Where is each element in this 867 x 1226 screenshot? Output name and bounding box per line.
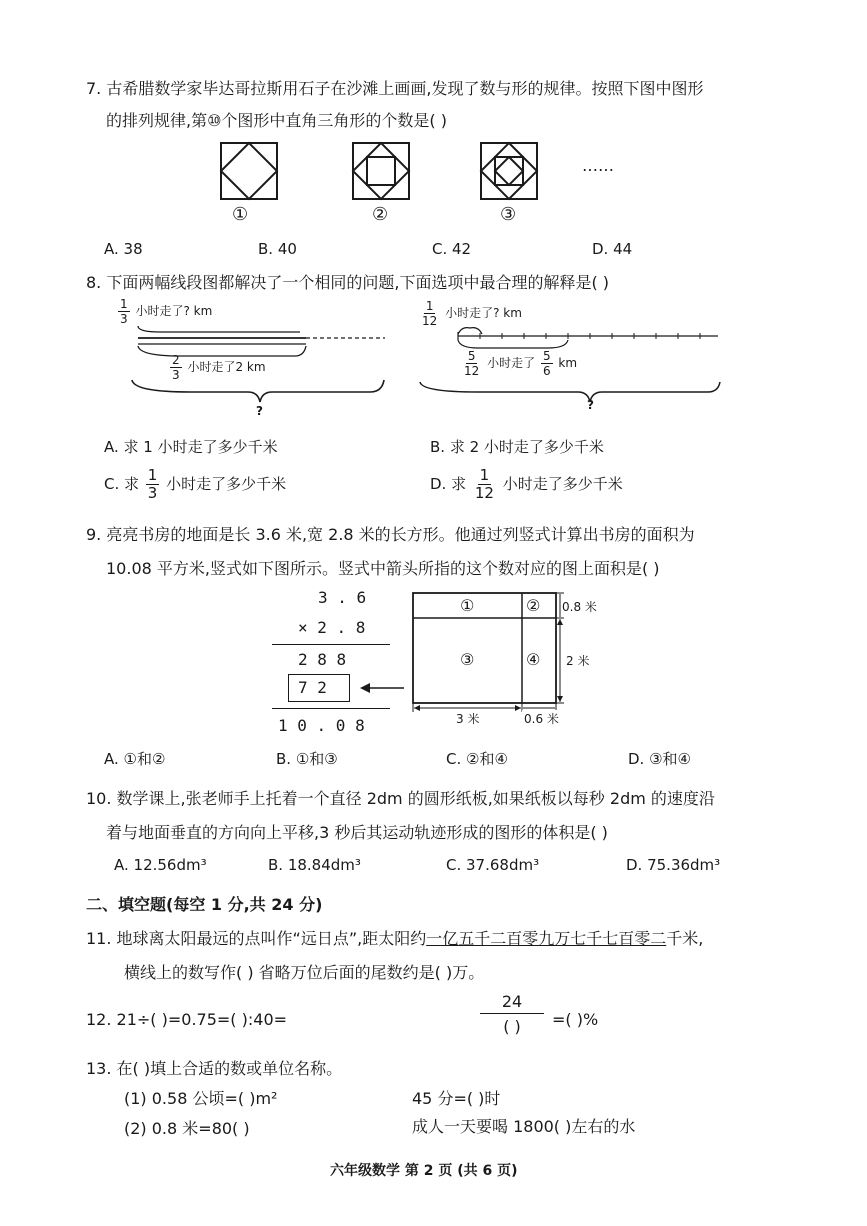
q9-calc-row3: 2 8 8 [298,650,347,669]
q7-figure-3 [480,142,538,200]
q7-line2: 的排列规律,第⑩个图形中直角三角形的个数是( ) [106,111,448,130]
q11-line1-post: 千米, [666,929,704,948]
q8-option-c-den: 3 [147,484,158,502]
q8-right-top-text: 小时走了? km [445,306,522,320]
q7-label-1: ① [232,204,249,225]
q9-region-1: ① [460,596,475,615]
q9-option-b: B. ①和③ [276,750,338,768]
q8-left-top-text: 小时走了? km [135,304,213,318]
q12-fraction [480,992,544,1036]
q8-line1: 8. 下面两幅线段图都解决了一个相同的问题,下面选项中最合理的解释是( ) [86,273,610,292]
q7-option-a: A. 38 [104,240,143,258]
q9-dim-top-right: 0.8 米 [562,600,597,614]
q8-left-bottom-num: 2 [172,353,180,367]
q10-line1: 10. 数学课上,张老师手上托着一个直径 2dm 的圆形纸板,如果纸板以每秒 2dm 的速度沿 [86,789,715,808]
q8-option-c-post: 小时走了多少千米 [166,475,287,493]
q7-ellipsis: …… [582,156,614,175]
q8-right-bottom-unit: km [558,356,578,370]
q8-right-bottom-den: 12 [464,364,480,378]
q9-calc-row2: × 2 . 8 [298,618,366,637]
q9-line2: 10.08 平方米,竖式如下图所示。竖式中箭头所指的这个数对应的图上面积是( ) [106,559,660,578]
q7-figure-2 [352,142,410,200]
q9-option-c: C. ②和④ [446,750,508,768]
q11-number-words: 一亿五千二百零九万七千七百零二 [426,929,667,948]
q9-calc-rule1 [272,644,390,645]
q13-item-2a: (2) 0.8 米=80( ) [124,1119,250,1138]
q8-left-top-den: 3 [120,312,128,326]
q12-pre: 12. 21÷( )=0.75=( ):40= [86,1010,288,1029]
q13-line1: 13. 在( )填上合适的数或单位名称。 [86,1059,343,1078]
q9-arrow-icon [360,682,406,694]
section2-heading: 二、填空题(每空 1 分,共 24 分) [86,895,323,914]
q9-region-2: ② [526,596,541,615]
q8-left-top-num: 1 [120,297,128,311]
q8-right-bottom-label [460,350,577,377]
q11-line1 [86,926,703,949]
q10-option-a: A. 12.56dm³ [114,856,207,874]
q7-figure-1 [220,142,278,200]
q8-right-question-mark: ? [587,398,594,412]
q8-left-bottom-text: 小时走了2 km [187,360,266,374]
q8-option-d [430,468,623,501]
q10-option-c: C. 37.68dm³ [446,856,540,874]
q8-left-question-mark: ? [256,404,263,418]
q13-item-1a: (1) 0.58 公顷=( )m² [124,1089,278,1108]
q8-left-bottom-den: 3 [172,368,180,382]
q12-post: =( )% [552,1010,599,1029]
q8-option-a: A. 求 1 小时走了多少千米 [104,438,278,456]
q13-item-1b: 45 分=( )时 [412,1089,501,1108]
q8-option-b: B. 求 2 小时走了多少千米 [430,438,604,456]
q9-dim-bottom-left: 3 米 [456,712,480,726]
q8-option-d-num: 1 [479,466,490,484]
q9-dim-bottom-right: 0.6 米 [524,712,559,726]
q10-option-d: D. 75.36dm³ [626,856,721,874]
q7-option-d: D. 44 [592,240,633,258]
q8-option-c [104,468,286,501]
q8-right-bottom-den2: 6 [542,364,551,378]
q8-right-bottom-num: 5 [467,349,476,363]
q9-calc-row1: 3 . 6 [318,588,367,607]
q10-option-b: B. 18.84dm³ [268,856,361,874]
q7-line1: 7. 古希腊数学家毕达哥拉斯用石子在沙滩上画画,发现了数与形的规律。按照下图中图形 [86,79,704,98]
q8-option-c-pre: C. 求 [104,475,140,493]
q13-item-2b: 成人一天要喝 1800( )左右的水 [412,1117,636,1136]
q12-frac-num: 24 [480,992,544,1014]
q8-option-d-post: 小时走了多少千米 [502,475,623,493]
q8-option-d-pre: D. 求 [430,475,467,493]
q9-calc-row4: 7 2 [298,678,327,697]
q8-option-d-den: 12 [474,484,494,502]
q9-region-3: ③ [460,650,475,669]
q8-right-bottom-num2: 5 [542,349,551,363]
q9-calc-row5: 1 0 . 0 8 [278,716,365,735]
q9-option-d: D. ③和④ [628,750,691,768]
q9-option-a: A. ①和② [104,750,166,768]
page-footer: 六年级数学 第 2 页 (共 6 页) [330,1163,518,1179]
q8-option-c-num: 1 [147,466,158,484]
q9-region-4: ④ [526,650,541,669]
q7-option-c: C. 42 [432,240,472,258]
q7-option-b: B. 40 [258,240,297,258]
q12-frac-den: ( ) [503,1017,521,1036]
q10-line2: 着与地面垂直的方向向上平移,3 秒后其运动轨迹形成的图形的体积是( ) [106,823,608,842]
q9-dim-right: 2 米 [566,654,590,668]
q7-label-2: ② [372,204,389,225]
q8-right-top-num: 1 [425,299,434,313]
q7-label-3: ③ [500,204,517,225]
q8-right-bottom-mid: 小时走了 [487,356,536,370]
q9-line1: 9. 亮亮书房的地面是长 3.6 米,宽 2.8 米的长方形。他通过列竖式计算出书房的面积为 [86,525,695,544]
q11-line1-pre: 11. 地球离太阳最远的点叫作“远日点”,距太阳约 [86,929,427,948]
q9-calc-rule2 [272,708,390,709]
q11-line2: 横线上的数写作( ) 省略万位后面的尾数约是( )万。 [124,963,485,982]
q8-right-top-den: 12 [422,314,438,328]
q8-left-bottom-label [168,354,266,381]
